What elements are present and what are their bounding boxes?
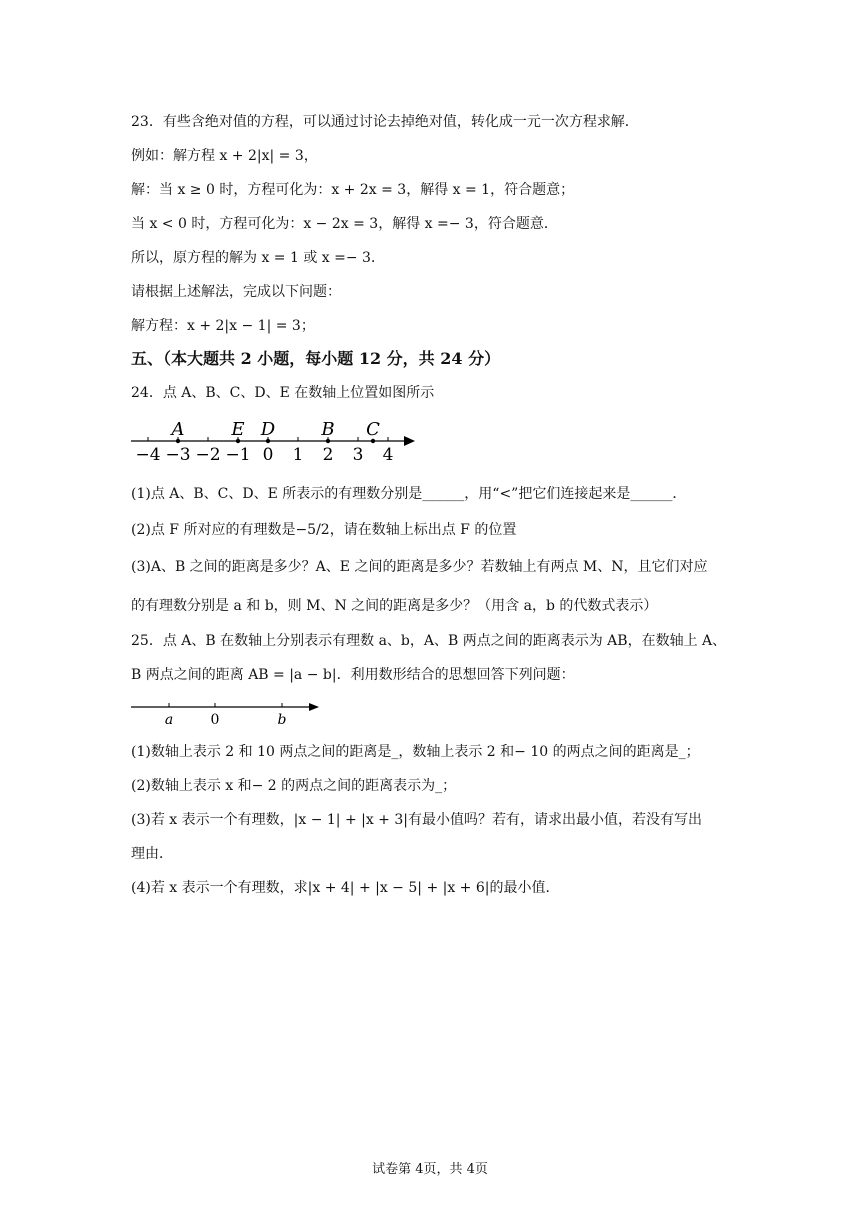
q23-example: 例如：解方程 x + 2|x| = 3，: [131, 148, 318, 164]
q24-part1: (1)点 A、B、C、D、E 所表示的有理数分别是______，用“<”把它们连接起来是______．: [131, 486, 687, 502]
q24-tick-label: −2: [195, 445, 221, 465]
q25-part1: (1)数轴上表示 2 和 10 两点之间的距离是_，数轴上表示 2 和− 10 的两点之间的距离是_；: [131, 744, 700, 760]
q25-label-a: a: [164, 712, 174, 728]
q23-intro: 23．有些含绝对值的方程，可以通过讨论去掉绝对值，转化成一元一次方程求解．: [131, 114, 639, 130]
q24-point-label-B: B: [321, 419, 335, 440]
q23-task: 解方程：x + 2|x − 1| = 3；: [131, 318, 315, 334]
q25-part4: (4)若 x 表示一个有理数，求|x + 4| + |x − 5| + |x + 6|的最小值．: [131, 880, 560, 896]
q25-part3a: (3)若 x 表示一个有理数，|x − 1| + |x + 3|有最小值吗？若有，请求出最小值，若没有写出: [131, 812, 702, 828]
q25-intro-b: B 两点之间的距离 AB = |a − b|．利用数形结合的思想回答下列问题：: [131, 667, 575, 683]
q23-case1: 解：当 x ≥ 0 时，方程可化为：x + 2x = 3，解得 x = 1，符合题意；: [131, 182, 575, 198]
q24-intro: 24．点 A、B、C、D、E 在数轴上位置如图所示: [131, 385, 435, 401]
q24-tick-label: −1: [225, 445, 251, 465]
page-footer: 试卷第 4页，共 4页: [372, 1162, 488, 1177]
q25-axis-arrow: [309, 703, 319, 711]
q24-point-label-C: C: [366, 419, 380, 440]
q24-point-label-E: E: [231, 419, 245, 440]
q25-part2: (2)数轴上表示 x 和− 2 的两点之间的距离表示为_；: [131, 778, 457, 794]
q24-tick-label: 4: [382, 445, 394, 465]
q24-point-label-D: D: [260, 419, 276, 440]
q23-conclusion: 所以，原方程的解为 x = 1 或 x =− 3．: [131, 250, 385, 266]
q24-point-label-A: A: [171, 419, 185, 440]
q24-part3a: (3)A、B 之间的距离是多少？A、E 之间的距离是多少？若数轴上有两点 M、N，且它们对应: [131, 559, 708, 575]
q25-label-zero: 0: [210, 712, 220, 728]
q23-instruction: 请根据上述解法，完成以下问题：: [131, 284, 341, 300]
q25-part3b: 理由．: [131, 846, 173, 862]
q24-tick-label: −3: [165, 445, 191, 465]
q24-part3b: 的有理数分别是 a 和 b，则 M、N 之间的距离是多少？（用含 a，b 的代数式表示）: [131, 598, 658, 614]
q24-tick-label: −4: [135, 445, 161, 465]
q24-part2: (2)点 F 所对应的有理数是−5/2，请在数轴上标出点 F 的位置: [131, 522, 517, 538]
q25-label-b: b: [277, 712, 287, 728]
q24-tick-label: 0: [262, 445, 274, 465]
q25-intro-a: 25．点 A、B 在数轴上分别表示有理数 a、b，A、B 两点之间的距离表示为 AB，在数轴上 A、: [131, 633, 727, 649]
section-5-heading: 五、（本大题共 2 小题，每小题 12 分，共 24 分）: [131, 349, 501, 368]
q24-tick-label: 2: [322, 445, 334, 465]
q24-tick-label: 3: [352, 445, 364, 465]
q24-tick-label: 1: [292, 445, 304, 465]
q23-case2: 当 x < 0 时，方程可化为：x − 2x = 3，解得 x =− 3，符合题意．: [131, 216, 558, 232]
